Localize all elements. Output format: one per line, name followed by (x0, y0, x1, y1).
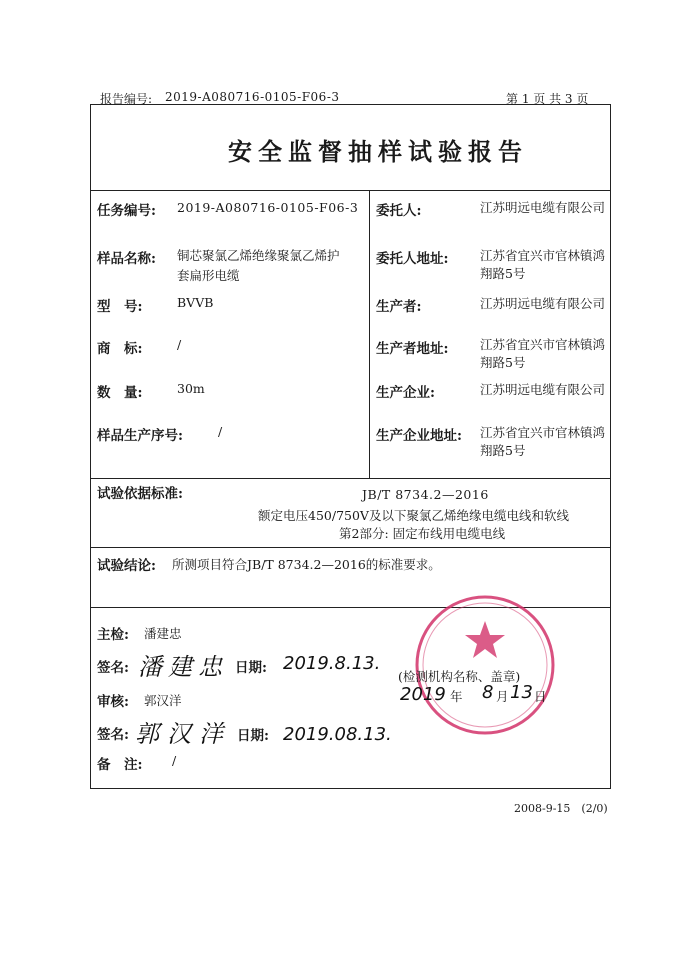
quantity-label: 数 量: (97, 385, 143, 401)
sample-name-label: 样品名称: (97, 251, 156, 267)
divider-basis (90, 547, 611, 548)
chief-label: 主检: (97, 627, 129, 643)
chief-name: 潘建忠 (144, 626, 182, 641)
stamp-caption: (检测机构名称、盖章) (398, 669, 521, 684)
form-version: 2008-9-15 (2/0) (514, 802, 608, 815)
chief-sign-label: 签名: (97, 660, 129, 676)
client-address-line2: 翔路5号 (480, 266, 526, 281)
enterprise-address-line2: 翔路5号 (480, 443, 526, 458)
producer-address-label: 生产者地址: (376, 341, 449, 357)
report-number: 2019-A080716-0105-F06-3 (165, 90, 340, 104)
conclusion-text: 所测项目符合JB/T 8734.2—2016的标准要求。 (172, 557, 441, 572)
basis-part: 第2部分: 固定布线用电缆电线 (339, 526, 506, 541)
serial-value: / (218, 424, 223, 439)
sample-name-line2: 套扁形电缆 (177, 268, 240, 283)
review-date: 2019.08.13. (283, 724, 392, 745)
page-title: 安全监督抽样试验报告 (228, 137, 528, 166)
client-value: 江苏明远电缆有限公司 (480, 200, 606, 215)
client-address-label: 委托人地址: (376, 251, 449, 267)
official-seal-icon (400, 588, 570, 743)
stamp-month: 8 (482, 682, 494, 703)
stamp-month-char: 月 (496, 689, 509, 704)
chief-date: 2019.8.13. (283, 653, 381, 674)
review-date-label: 日期: (237, 728, 269, 744)
enterprise-address-label: 生产企业地址: (376, 428, 462, 444)
conclusion-label: 试验结论: (97, 558, 156, 574)
report-number-label: 报告编号: (100, 92, 153, 106)
enterprise-address-line1: 江苏省宜兴市官林镇鸿 (480, 425, 606, 440)
review-label: 审核: (97, 694, 129, 710)
stamp-day: 13 (510, 682, 533, 703)
chief-date-label: 日期: (235, 660, 267, 676)
producer-label: 生产者: (376, 299, 422, 315)
review-sign-label: 签名: (97, 727, 129, 743)
page-info: 第 1 页 共 3 页 (506, 92, 589, 106)
trademark-value: / (177, 337, 182, 352)
divider-columns (369, 190, 370, 478)
basis-title: 额定电压450/750V及以下聚氯乙烯绝缘电缆电线和软线 (258, 508, 569, 523)
quantity-value: 30m (177, 381, 205, 396)
serial-label: 样品生产序号: (97, 428, 183, 444)
enterprise-label: 生产企业: (376, 385, 435, 401)
client-label: 委托人: (376, 203, 422, 219)
enterprise-value: 江苏明远电缆有限公司 (480, 382, 606, 397)
stamp-year-char: 年 (450, 689, 463, 704)
sample-name-line1: 铜芯聚氯乙烯绝缘聚氯乙烯护 (177, 248, 340, 263)
producer-value: 江苏明远电缆有限公司 (480, 296, 606, 311)
remark-value: / (172, 753, 177, 768)
task-number-value: 2019-A080716-0105-F06-3 (177, 200, 359, 215)
divider-fields (90, 478, 611, 479)
task-number-label: 任务编号: (97, 203, 156, 219)
model-value: BVVB (177, 295, 214, 310)
producer-address-line1: 江苏省宜兴市官林镇鸿 (480, 337, 606, 352)
producer-address-line2: 翔路5号 (480, 355, 526, 370)
client-address-line1: 江苏省宜兴市官林镇鸿 (480, 248, 606, 263)
chief-signature: 潘建忠 (138, 653, 228, 681)
remark-label: 备 注: (97, 757, 143, 773)
model-label: 型 号: (97, 299, 143, 315)
stamp-day-char: 日 (534, 689, 547, 704)
basis-standard: JB/T 8734.2—2016 (362, 487, 489, 502)
stamp-year: 2019 (400, 684, 446, 705)
trademark-label: 商 标: (97, 341, 143, 357)
basis-label: 试验依据标准: (97, 486, 183, 502)
review-name: 郭汉洋 (144, 693, 182, 708)
divider-title (90, 190, 611, 191)
review-signature: 郭汉洋 (135, 720, 231, 748)
